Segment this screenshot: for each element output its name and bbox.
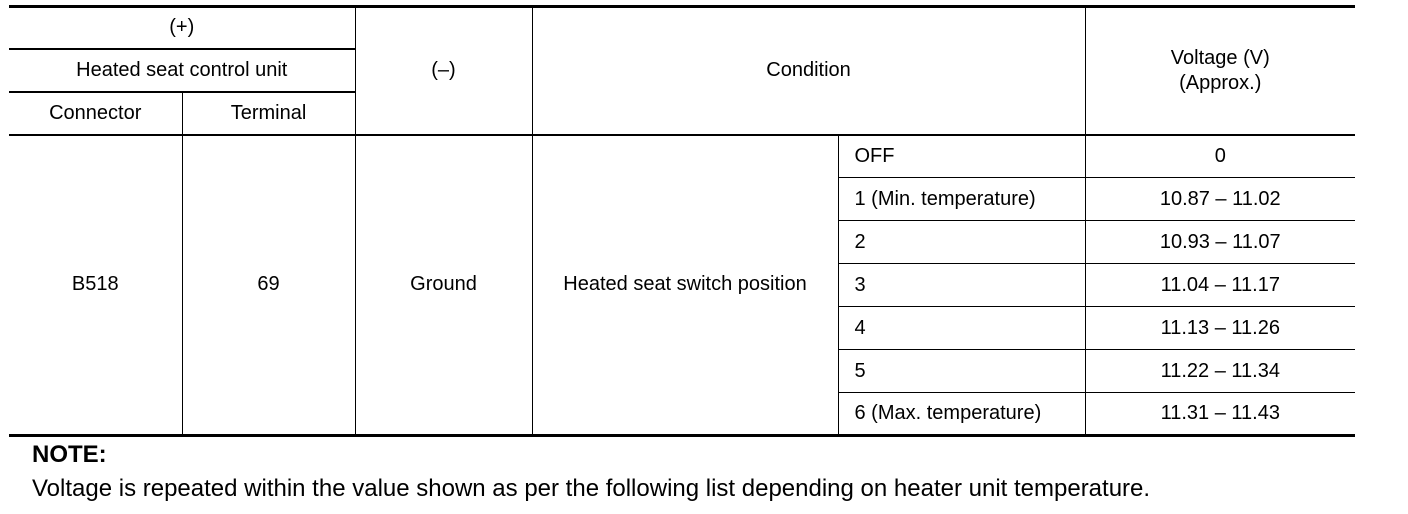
switch-position-cell: 5 <box>838 350 1085 393</box>
switch-position-cell: 1 (Min. temperature) <box>838 178 1085 221</box>
condition-cell: Heated seat switch position <box>532 135 838 436</box>
minus-cell: Ground <box>355 135 532 436</box>
voltage-cell: 0 <box>1085 135 1355 178</box>
switch-position-cell: 3 <box>838 264 1085 307</box>
note-text: Voltage is repeated within the value shown as per the following list depending on heater unit temperature. <box>32 475 1151 502</box>
switch-position-cell: 6 (Max. temperature) <box>838 393 1085 436</box>
switch-position-cell: OFF <box>838 135 1085 178</box>
switch-position-cell: 4 <box>838 307 1085 350</box>
voltage-header-line2: (Approx.) <box>1179 71 1262 94</box>
voltage-cell: 11.04 – 11.17 <box>1085 264 1355 307</box>
voltage-cell: 11.13 – 11.26 <box>1085 307 1355 350</box>
condition-header: Condition <box>532 7 1085 135</box>
terminal-header: Terminal <box>182 92 355 135</box>
terminal-cell: 69 <box>182 135 355 436</box>
voltage-cell: 11.31 – 11.43 <box>1085 393 1355 436</box>
note-title: NOTE: <box>32 441 107 468</box>
note-block <box>32 438 1402 506</box>
plus-header: (+) <box>9 7 355 49</box>
voltage-spec-table <box>9 5 1355 437</box>
connector-cell: B518 <box>9 135 182 436</box>
voltage-header-line1: Voltage (V) <box>1170 46 1270 69</box>
voltage-cell: 10.93 – 11.07 <box>1085 221 1355 264</box>
header-row-1 <box>9 7 1355 49</box>
voltage-header <box>1085 7 1355 135</box>
voltage-cell: 10.87 – 11.02 <box>1085 178 1355 221</box>
minus-header: (–) <box>355 7 532 135</box>
connector-header: Connector <box>9 92 182 135</box>
voltage-cell: 11.22 – 11.34 <box>1085 350 1355 393</box>
switch-position-cell: 2 <box>838 221 1085 264</box>
table-row <box>9 135 1355 178</box>
control-unit-header: Heated seat control unit <box>9 49 355 92</box>
